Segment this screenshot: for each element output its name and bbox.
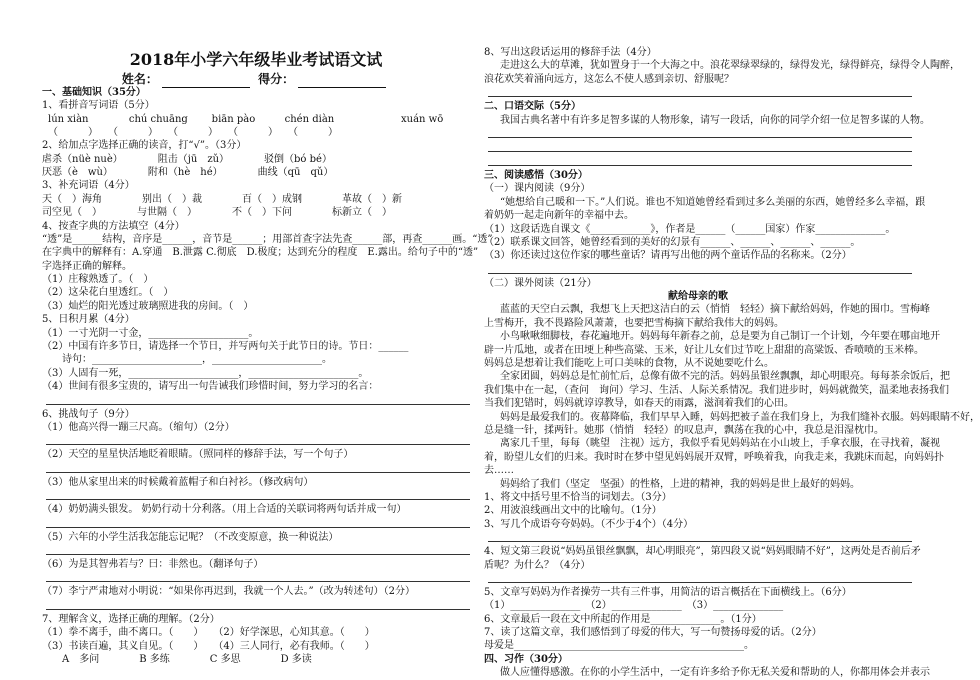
question-line: 2、用波浪线画出文中的比喻句。（1分） <box>484 505 662 517</box>
story-line: 全家团圆，妈妈总是忙前忙后，总像有做不完的活。妈妈虽银丝飘飘，却心明眼亮。每每茶余饭后，把 <box>500 371 950 383</box>
question-line: （3）人固有一死，______________________，______________________。 <box>42 367 369 379</box>
answer-line[interactable] <box>46 434 470 445</box>
question-title: 2、给加点字选择正确的读音，打“√”。（3分） <box>42 140 247 152</box>
story-line: 蓝蓝的天空白云飘，我想飞上天把这洁白的云（悄悄 轻轻）摘下献给妈妈，作她的围巾。雪梅峰 <box>500 304 930 316</box>
question-line: （1）这段话选自课文《____________》，作者是______（______国家）作家______________。 <box>484 223 896 235</box>
question-line: （7）李宁严肃地对小明说：“如果你再迟到，我就一个人去。”（改为转述句）（2分） <box>42 586 415 598</box>
right-column <box>484 46 980 680</box>
question-line: 做人应懂得感激。在你的小学生活中，一定有许多给予你无私关爱和帮助的人，你都用体会并表示 <box>500 667 930 679</box>
question-title: 4、按查字典的方法填空（4分） <box>42 220 185 232</box>
question-line: 浪花欢笑着涌向远方，这怎么不使人感到亲切、舒服呢？ <box>484 73 734 85</box>
question-line: 7、读了这篇文章，我们感悟到了母爱的伟大，写一句赞扬母爱的话。（2分） <box>484 627 822 639</box>
story-line: 当我们犯错时，妈妈就谆谆教导，如春天的雨露，滋润着我们的心田。 <box>484 398 794 410</box>
question-line: 走进这么大的草滩，犹如置身于一个大海之中。浪花翠绿翠绿的，绿得发光，绿得鲜亮，绿得令人陶醉， <box>500 60 960 72</box>
name-label: 姓名： <box>121 72 158 86</box>
question-line: （2）中国有许多节日，请选择一个节日，并写两句关于此节日的诗。节日：______ <box>42 341 409 353</box>
subsection-heading: （二）课外阅读（21分） <box>484 277 597 289</box>
answer-brackets[interactable]: （ ） （ ） （ ） （ ） （ ） <box>48 126 338 138</box>
story-line: 总是缝一针，揉两针。她那（悄悄 轻轻）的叹息声，飘荡在我的心中，我总是泪湿枕巾。 <box>484 424 884 436</box>
question-line: 着奶奶一起走向新年的幸福中去。 <box>484 210 634 222</box>
question-line: 3、写几个成语夸夸妈妈。（不少于4个）（4分） <box>484 518 694 530</box>
question-line: 5、文章写妈妈为作者操劳一共有三件事，用简洁的语言概括在下面横线上。（6分） <box>484 586 852 598</box>
section-heading: 二、口语交际（5分） <box>484 101 581 113</box>
answer-line[interactable] <box>46 517 470 528</box>
question-line: （1）______________ （2）______________ （3）______________ <box>484 600 784 612</box>
story-line: 妈妈给了我们（坚定 坚强）的性格，上进的精神，我的妈妈是世上最好的妈妈。 <box>500 478 860 490</box>
paper-title: 2018年小学六年级毕业考试语文试 <box>129 50 383 69</box>
answer-line[interactable] <box>46 394 470 405</box>
question-line: （3）灿烂的阳光透过玻璃照进我的房间。（ ） <box>42 300 254 312</box>
story-title: 献给母亲的歌 <box>668 291 728 303</box>
section-heading: 一、基础知识（35分） <box>42 87 146 98</box>
answer-line[interactable] <box>488 263 912 274</box>
question-line: 6、文章最后一段在文中所起的作用是______________。（1分） <box>484 613 762 625</box>
question-title: 6、挑战句子（9分） <box>42 408 135 420</box>
answer-line[interactable] <box>488 572 912 583</box>
story-line: 我们集中在一起，（查问 询问）学习、生活、人际关系情况。我们进步时，妈妈就微笑，温柔地表扬我们 <box>484 384 949 396</box>
question-line: 诗句：______________________，______________________。 <box>42 354 332 366</box>
answer-line[interactable] <box>46 489 470 500</box>
story-line: 妈妈总是想着让我们能吃上可口美味的食物，从不说她要吃什么。 <box>484 358 774 370</box>
question-line: 母爱是______________________________________________。 <box>484 640 754 652</box>
question-title: 3、补充词语（4分） <box>42 180 135 192</box>
question-line: （5）六年的小学生活我怎能忘记呢？（不改变原意，换一种说法） <box>42 531 339 543</box>
answer-line[interactable] <box>488 531 912 542</box>
question-line: 我国古典名著中有许多足智多谋的人物形象，请写一段话，向你的同学介绍一位足智多谋的人物。 <box>500 114 930 126</box>
question-line: （2）这朵花白里透红。（ ） <box>42 287 174 299</box>
section-heading: 三、阅读感悟（30分） <box>484 169 588 181</box>
question-line: （1）一寸光阴一寸金，____________________。 <box>42 327 259 339</box>
pinyin: chén diàn <box>284 113 335 125</box>
question-line: （3）书读百遍，其义自见。（ ） （4）三人同行，必有我师。（ ） <box>42 640 375 652</box>
pinyin: lún xiàn <box>48 113 89 125</box>
pinyin: chú chuāng <box>128 113 188 125</box>
pinyin: biān pào <box>211 113 256 125</box>
question-line: “她想给自己暖和一下。”人们说。谁也不知道她曾经看到过多么美丽的东西，她曾经多么幸福，跟 <box>500 196 926 208</box>
question-line: （2）天空的星星快活地眨着眼睛。（照同样的修辞手法，写一个句子） <box>42 449 354 461</box>
question-title: 1、看拼音写词语（5分） <box>42 100 155 112</box>
question-line: A 多问 B 多练 C 多思 D 多读 <box>42 653 312 665</box>
question-line: 司空见（ ） 与世隔（ ） 不（ ）下问 标新立（ ） <box>42 207 392 219</box>
score-label: 得分： <box>258 72 295 86</box>
section-heading: 四、习作（30分） <box>484 653 568 665</box>
question-line: （2）联系课文回答，她曾经看到的美好的幻景有______、______、______、______。 <box>484 236 861 248</box>
left-column <box>42 86 493 666</box>
question-line: （3）你还读过这位作家的哪些童话？请再写出他的两个童话作品的名称来。（2分） <box>484 250 852 262</box>
answer-line[interactable] <box>488 127 912 138</box>
subsection-heading: （一）课内阅读（9分） <box>484 183 591 195</box>
story-line: 辟一片瓜地，或者在田埂上种些高粱、玉米，好让儿女们过节吃上甜甜的高粱饭、香喷喷的玉米棒。 <box>484 344 924 356</box>
pinyin: xuán wō <box>400 113 444 125</box>
question-line: （3）他从家里出来的时候戴着蓝帽子和白衬衫。（修改病句） <box>42 476 314 488</box>
answer-line[interactable] <box>488 141 912 152</box>
question-line: 字选择正确的解释。 <box>42 260 132 272</box>
question-line: 盾呢？为什么？（4分） <box>484 559 591 571</box>
question-line: （1）他高兴得一蹦三尺高。（缩句）（2分） <box>42 421 235 433</box>
question-line: 在字典中的解释有：A.穿通 B.泄露 C.彻底 D.极度；达到充分的程度 E.露出。给句子中的“透” <box>42 247 479 259</box>
question-title: 8、写出这段话运用的修辞手法（4分） <box>484 47 657 58</box>
story-line: 离家几千里，每每（眺望 注视）远方，我似乎看见妈妈站在小山坡上，手拿衣服，在寻找着，凝视 <box>500 438 940 450</box>
question-line: 厌恶（è wù） 附和（hè hé） 曲线（qū qǔ） <box>42 166 334 178</box>
story-line: 着，盼望儿女们的归来。我时时在梦中望见妈妈展开双臂，呼唤着我，向我走来，我跳床而起，向妈妈扑 <box>484 451 944 463</box>
question-line: 4、短文第三段说“妈妈虽银丝飘飘，却心明眼亮”，第四段又说“妈妈眼睛不好”，这两处是否前后矛 <box>484 546 921 558</box>
question-line: （1）拳不离手，曲不离口。（ ） （2）好学深思，心知其意。（ ） <box>42 627 375 639</box>
story-line: 上雪梅开，我不畏路险风萧萧，也要把雪梅摘下献给我伟大的妈妈。 <box>484 317 784 329</box>
question-line: 虐杀（nüè nuè） 阻击（jū zǔ） 驳倒（bó bé） <box>42 153 332 165</box>
question-title: 5、日积月累（4分） <box>42 314 135 326</box>
story-line: 小鸟啾啾细脚枝，春花遍地开。妈妈每年新春之前，总是要为自己制订一个计划，今年要在哪亩地开 <box>500 331 940 343</box>
question-line: 1、将文中括号里不恰当的词划去。（3分） <box>484 491 672 503</box>
question-title: 7、理解含义，选择正确的理解。（2分） <box>42 613 220 625</box>
answer-line[interactable] <box>488 155 912 166</box>
answer-line[interactable] <box>46 544 470 555</box>
answer-line[interactable] <box>488 86 912 97</box>
story-line: 去…… <box>484 465 514 477</box>
pinyin-row <box>42 113 470 126</box>
answer-line[interactable] <box>46 462 470 473</box>
question-line: （4）奶奶满头银发。 奶奶行动十分利落。（用上合适的关联词将两句话并成一句） <box>42 504 407 516</box>
question-line: （6）为是其智弗若与？曰：非然也。（翻译句子） <box>42 558 264 570</box>
question-line: 天（ ）海角 别出（ ）裁 百（ ）成钢 革故（ ）新 <box>42 193 402 205</box>
question-line: “透”是______结构，音序是______，音节是______；用部首查字法先查______部，再查______画。“透” <box>42 233 493 245</box>
answer-line[interactable] <box>46 599 470 610</box>
question-line: （4）世间有很多宝贵的，请写出一句告诫我们珍惜时间，努力学习的名言： <box>42 381 379 393</box>
story-line: 妈妈是最爱我们的。夜幕降临，我们早早入睡，妈妈把被子盖在我们身上，为我们缝补衣服。妈妈眼睛不好， <box>500 411 980 423</box>
answer-line[interactable] <box>46 571 470 582</box>
question-line: （1）庄稼熟透了。（ ） <box>42 274 154 286</box>
